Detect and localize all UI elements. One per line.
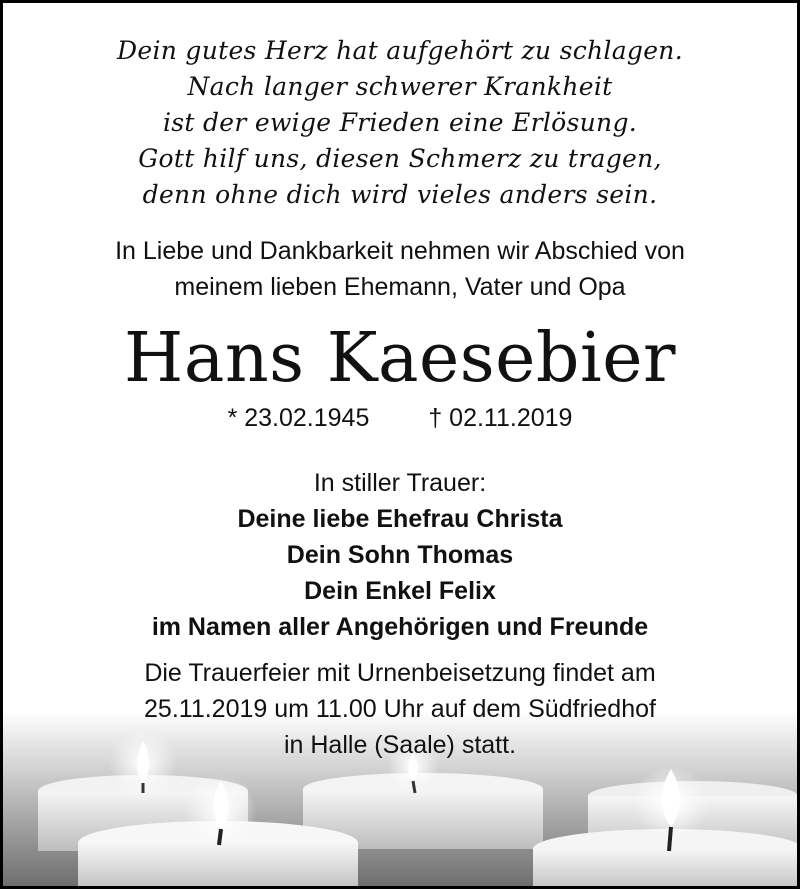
deceased-name: Hans Kaesebier xyxy=(124,319,676,398)
service-line: 25.11.2019 um 11.00 Uhr auf dem Südfriedhof xyxy=(144,695,656,723)
mourner-line: Deine liebe Ehefrau Christa xyxy=(237,505,563,533)
mourner-line: Dein Sohn Thomas xyxy=(286,541,514,569)
poem-line: denn ohne dich wird vieles anders sein. xyxy=(142,180,658,209)
mourner-line: im Namen aller Angehörigen und Freunde xyxy=(151,613,649,641)
poem-line: ist der ewige Frieden eine Erlösung. xyxy=(162,108,638,137)
poem-line: Gott hilf uns, diesen Schmerz zu tragen, xyxy=(138,144,662,173)
poem-line: Dein gutes Herz hat aufgehört zu schlagen. xyxy=(117,36,683,65)
poem-line: Nach langer schwerer Krankheit xyxy=(187,72,613,101)
mourners-heading: In stiller Trauer: xyxy=(313,469,487,497)
life-dates xyxy=(3,401,797,435)
memorial-poem xyxy=(3,33,797,213)
death-date: † 02.11.2019 xyxy=(428,404,573,432)
service-line: Die Trauerfeier mit Urnenbeisetzung findet am xyxy=(144,659,656,687)
service-line: in Halle (Saale) statt. xyxy=(283,731,517,759)
intro-line: meinem lieben Ehemann, Vater und Opa xyxy=(174,273,626,301)
birth-date: * 23.02.1945 xyxy=(227,404,370,432)
intro-line: In Liebe und Dankbarkeit nehmen wir Abschied von xyxy=(115,237,685,265)
mourner-line: Dein Enkel Felix xyxy=(304,577,496,605)
notice-text xyxy=(3,33,797,763)
funeral-service-info xyxy=(3,655,797,763)
farewell-intro xyxy=(3,233,797,305)
